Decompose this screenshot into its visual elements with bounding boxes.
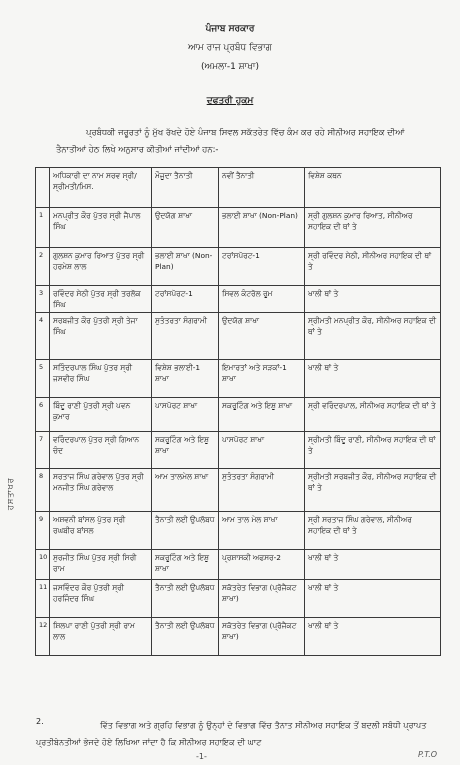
row-serial: 4 xyxy=(36,313,50,360)
row-new-posting: ਟਰਾਂਸਪੋਰਟ-1 xyxy=(219,248,305,286)
row-remarks: ਸ੍ਰੀਮਤੀ ਮਨਪ੍ਰੀਤ ਕੌਰ, ਸੀਨੀਅਰ ਸਹਾਇਕ ਦੀ ਥਾਂ ਤੇ xyxy=(305,313,441,360)
header-remarks: ਵਿਸ਼ੇਸ਼ ਕਥਨ xyxy=(305,168,441,208)
row-current-posting: ਉਦਯੋਗ ਸ਼ਾਖਾ xyxy=(152,208,219,248)
row-remarks: ਸ੍ਰੀਮਤੀ ਸਰਬਜੀਤ ਕੌਰ, ਸੀਨੀਅਰ ਸਹਾਇਕ ਦੀ ਥਾਂ ਤੇ xyxy=(305,469,441,512)
table-row xyxy=(36,512,441,550)
row-new-posting: ਸਿਵਲ ਕੰਟਰੋਲ ਰੂਮ xyxy=(219,286,305,313)
pto-mark: P.T.O xyxy=(418,750,438,759)
row-serial: 11 xyxy=(36,580,50,618)
row-officer-name: ਸਰਬਜੀਤ ਕੌਰ ਪੁੱਤਰੀ ਸ੍ਰੀ ਤੇਜਾ ਸਿੰਘ xyxy=(50,313,152,360)
row-remarks: ਸ੍ਰੀ ਰਵਿੰਦਰ ਸੇਠੀ, ਸੀਨੀਅਰ ਸਹਾਇਕ ਦੀ ਥਾਂ ਤੇ xyxy=(305,248,441,286)
row-officer-name: ਰਵਿੰਦਰ ਸੇਠੀ ਪੁੱਤਰ ਸ੍ਰੀ ਤਰਲੋਕ ਸਿੰਘ xyxy=(50,286,152,313)
intro-paragraph: ਪ੍ਰਬੰਧਕੀ ਜਰੂਰਤਾਂ ਨੂੰ ਮੁੱਖ ਰੱਖਦੇ ਹੋਏ ਪੰਜਾਬ ਸਿਵਲ ਸਕੱਤਰੇਤ ਵਿੱਚ ਕੰਮ ਕਰ ਰਹੇ ਸੀਨੀਅਰ ਸਹਾਇਕ ਦੀਆਂ ਤੈਨਾਤੀਆਂ ਹੇਠ ਲਿਖੇ ਅਨੁਸਾਰ ਕੀਤੀਆਂ ਜਾਂਦੀਆਂ ਹਨ:- xyxy=(56,127,405,154)
row-current-posting: ਟਰਾਂਸਪੋਰਟ-1 xyxy=(152,286,219,313)
row-officer-name: ਸ਼ਿਲਪਾ ਰਾਣੀ ਪੁੱਤਰੀ ਸ੍ਰੀ ਰਾਮ ਲਾਲ xyxy=(50,618,152,656)
row-current-posting: ਸਕਰੂਟਿੰਗ ਅਤੇ ਇਸ਼ੂ ਸ਼ਾਖਾ xyxy=(152,432,219,469)
row-serial: 2 xyxy=(36,248,50,286)
row-serial: 1 xyxy=(36,208,50,248)
row-serial: 7 xyxy=(36,432,50,469)
row-serial: 9 xyxy=(36,512,50,550)
page-number: -1- xyxy=(196,752,207,761)
table-row xyxy=(36,360,441,398)
row-current-posting: ਤੈਨਾਤੀ ਲਈ ਉਪਲੱਬਧ xyxy=(152,512,219,550)
row-remarks: ਖਾਲੀ ਥਾਂ ਤੇ xyxy=(305,360,441,398)
row-officer-name: ਸਰਤਾਜ ਸਿੰਘ ਗਰੇਵਾਲ ਪੁੱਤਰ ਸ੍ਰੀ ਮਨਜੀਤ ਸਿੰਘ ਗਰੇਵਾਲ xyxy=(50,469,152,512)
row-officer-name: ਸੁਰਜੀਤ ਸਿੰਘ ਪੁੱਤਰ ਸ੍ਰੀ ਸਿਰੀ ਰਾਮ xyxy=(50,550,152,580)
row-officer-name: ਜਸਵਿੰਦਰ ਕੌਰ ਪੁੱਤਰੀ ਸ੍ਰੀ ਹਰਜਿੰਦਰ ਸਿੰਘ xyxy=(50,580,152,618)
row-current-posting: ਪਾਸਪੋਰਟ ਸ਼ਾਖਾ xyxy=(152,398,219,432)
row-new-posting: ਸਕੱਤਰੇਤ ਵਿਭਾਗ (ਪ੍ਰੋਜੈਕਟ ਸ਼ਾਖਾ) xyxy=(219,580,305,618)
row-serial: 10 xyxy=(36,550,50,580)
row-officer-name: ਵਰਿੰਦਰਪਾਲ ਪੁੱਤਰ ਸ੍ਰੀ ਗਿਆਨ ਚੰਦ xyxy=(50,432,152,469)
table-row xyxy=(36,398,441,432)
row-remarks: ਸ੍ਰੀ ਗੁਲਸ਼ਨ ਕੁਮਾਰ ਰਿਆਤ, ਸੀਨੀਅਰ ਸਹਾਇਕ ਦੀ ਥਾਂ ਤੇ xyxy=(305,208,441,248)
table-row xyxy=(36,618,441,656)
branch-name: (ਅਮਲਾ-1 ਸ਼ਾਖਾ) xyxy=(200,62,260,72)
row-officer-name: ਬਿੰਦੂ ਰਾਣੀ ਪੁੱਤਰੀ ਸ੍ਰੀ ਪਵਨ ਕੁਮਾਰ xyxy=(50,398,152,432)
row-officer-name: ਸਤਿੰਦਰਪਾਲ ਸਿੰਘ ਪੁੱਤਰ ਸ੍ਰੀ ਜਸਵੀਰ ਸਿੰਘ xyxy=(50,360,152,398)
row-new-posting: ਇਮਾਰਤਾਂ ਅਤੇ ਸੜਕਾਂ-1 ਸ਼ਾਖਾ xyxy=(219,360,305,398)
row-current-posting: ਤੈਨਾਤੀ ਲਈ ਉਪਲੱਬਧ xyxy=(152,618,219,656)
header-current: ਮੌਜੂਦਾ ਤੈਨਾਤੀ xyxy=(152,168,219,208)
row-new-posting: ਭਲਾਈ ਸ਼ਾਖਾ (Non-Plan) xyxy=(219,208,305,248)
header-sn xyxy=(36,168,50,208)
footer-paragraph xyxy=(36,717,440,751)
order-title: ਦਫਤਰੀ ਹੁਕਮ xyxy=(206,96,254,106)
table-header-row xyxy=(36,168,441,208)
row-remarks: ਖਾਲੀ ਥਾਂ ਤੇ xyxy=(305,580,441,618)
department-name: ਆਮ ਰਾਜ ਪ੍ਰਬੰਧ ਵਿਭਾਗ xyxy=(188,43,272,53)
row-remarks: ਸ੍ਰੀ ਸਰਤਾਜ ਸਿੰਘ ਗਰੇਵਾਲ, ਸੀਨੀਅਰ ਸਹਾਇਕ ਦੀ ਥਾਂ ਤੇ xyxy=(305,512,441,550)
row-remarks: ਖਾਲੀ ਥਾਂ ਤੇ xyxy=(305,618,441,656)
paragraph-number: 2. xyxy=(36,717,44,726)
table-row xyxy=(36,286,441,313)
row-current-posting: ਸੁਤੰਤਰਤਾ ਸੰਗਰਾਮੀ xyxy=(152,313,219,360)
row-serial: 12 xyxy=(36,618,50,656)
row-current-posting: ਆਮ ਤਾਲਮੇਲ ਸ਼ਾਖਾ xyxy=(152,469,219,512)
header-new: ਨਵੀਂ ਤੈਨਾਤੀ xyxy=(219,168,305,208)
govt-name: ਪੰਜਾਬ ਸਰਕਾਰ xyxy=(205,24,255,34)
table-row xyxy=(36,432,441,469)
row-remarks: ਸ੍ਰੀ ਵਰਿੰਦਰਪਾਲ, ਸੀਨੀਅਰ ਸਹਾਇਕ ਦੀ ਥਾਂ ਤੇ xyxy=(305,398,441,432)
footer-text: ਵਿੱਤ ਵਿਭਾਗ ਅਤੇ ਗ੍ਰਹਿ ਵਿਭਾਗ ਨੂੰ ਉਨ੍ਹਾਂ ਦੇ ਵਿਭਾਗ ਵਿੱਚ ਤੈਨਾਤ ਸੀਨੀਅਰ ਸਹਾਇਕ ਤੋਂ ਬਦਲੀ ਸਬੰਧੀ ਪ੍ਰਾਪਤ ਪ੍ਰਤੀਬੇਨਤੀਆਂ ਭੇਜਦੇ ਹੋਏ ਲਿਖਿਆ ਜਾਂਦਾ ਹੈ ਕਿ ਸੀਨੀਅਰ ਸਹਾਇਕ ਦੀ ਘਾਟ xyxy=(36,720,427,747)
row-new-posting: ਉਦਯੋਗ ਸ਼ਾਖਾ xyxy=(219,313,305,360)
table-row xyxy=(36,580,441,618)
table-row xyxy=(36,208,441,248)
row-remarks: ਖਾਲੀ ਥਾਂ ਤੇ xyxy=(305,286,441,313)
margin-signature: ਹਸਤਾਖਰ xyxy=(6,477,15,510)
row-remarks: ਸ੍ਰੀਮਤੀ ਬਿੰਦੂ ਰਾਣੀ, ਸੀਨੀਅਰ ਸਹਾਇਕ ਦੀ ਥਾਂ ਤੇ xyxy=(305,432,441,469)
table-body xyxy=(36,208,441,656)
row-serial: 6 xyxy=(36,398,50,432)
table-row xyxy=(36,313,441,360)
table-row xyxy=(36,550,441,580)
row-new-posting: ਆਮ ਤਾਲ ਮੇਲ ਸ਼ਾਖਾ xyxy=(219,512,305,550)
table-row xyxy=(36,469,441,512)
row-officer-name: ਅਸ਼ਵਨੀ ਬਾਂਸਲ ਪੁੱਤਰ ਸ੍ਰੀ ਰਘਬੀਰ ਬਾਂਸਲ xyxy=(50,512,152,550)
row-officer-name: ਮਨਪ੍ਰੀਤ ਕੌਰ ਪੁੱਤਰ ਸ੍ਰੀ ਜੈਪਾਲ ਸਿੰਘ xyxy=(50,208,152,248)
row-current-posting: ਵਿਸ਼ੇਸ਼ ਭਲਾਈ-1 ਸ਼ਾਖਾ xyxy=(152,360,219,398)
row-serial: 5 xyxy=(36,360,50,398)
row-new-posting: ਪ੍ਰਸ਼ਾਸਕੀ ਅਫਸਰ-2 xyxy=(219,550,305,580)
row-current-posting: ਭਲਾਈ ਸ਼ਾਖਾ (Non-Plan) xyxy=(152,248,219,286)
row-serial: 8 xyxy=(36,469,50,512)
row-current-posting: ਤੈਨਾਤੀ ਲਈ ਉਪਲੱਬਧ xyxy=(152,580,219,618)
row-new-posting: ਸਕੱਤਰੇਤ ਵਿਭਾਗ (ਪ੍ਰੋਜੈਕਟ ਸ਼ਾਖਾ) xyxy=(219,618,305,656)
row-remarks: ਖਾਲੀ ਥਾਂ ਤੇ xyxy=(305,550,441,580)
header-name: ਅਧਿਕਾਰੀ ਦਾ ਨਾਮ ਸਰਵ ਸ੍ਰੀ/ਸ੍ਰੀਮਤੀ/ਮਿਸ. xyxy=(50,168,152,208)
postings-table xyxy=(35,167,441,656)
row-officer-name: ਗੁਲਸ਼ਨ ਕੁਮਾਰ ਰਿਆਤ ਪੁੱਤਰ ਸ੍ਰੀ ਹਰਮੇਸ਼ ਲਾਲ xyxy=(50,248,152,286)
row-current-posting: ਸਕਰੂਟਿੰਗ ਅਤੇ ਇਸ਼ੂ ਸ਼ਾਖਾ xyxy=(152,550,219,580)
row-new-posting: ਸਕਰੂਟਿੰਗ ਅਤੇ ਇਸ਼ੂ ਸ਼ਾਖਾ xyxy=(219,398,305,432)
row-new-posting: ਪਾਸਪੋਰਟ ਸ਼ਾਖਾ xyxy=(219,432,305,469)
table-row xyxy=(36,248,441,286)
row-new-posting: ਸੁਤੰਤਰਤਾ ਸੰਗਰਾਮੀ xyxy=(219,469,305,512)
row-serial: 3 xyxy=(36,286,50,313)
